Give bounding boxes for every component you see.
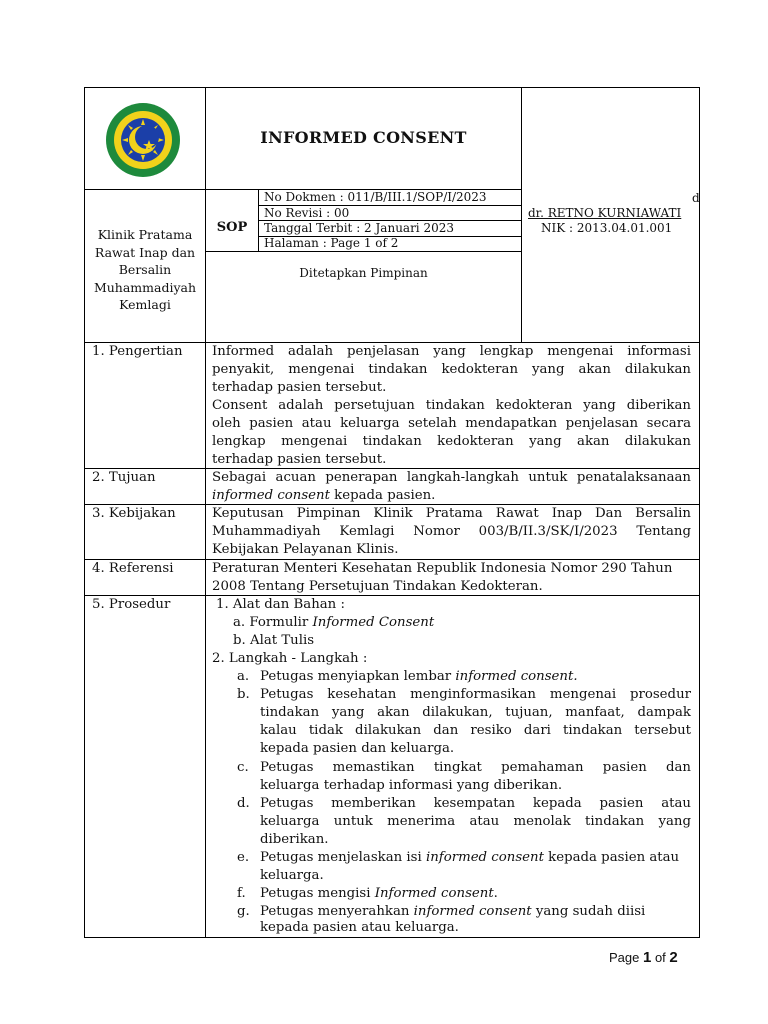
kebijakan-text (212, 505, 691, 559)
italic-term: Informed Consent (312, 615, 435, 630)
text-fragment: a. Formulir (233, 615, 313, 630)
text-line: penyakit, mengenai tindakan kedokteran yang akan dilakukan (212, 362, 691, 377)
text-line: keluarga terhadap informasi yang diberikan. (260, 778, 563, 793)
alat-bahan-title: 1. Alat dan Bahan : (216, 597, 345, 612)
table-border-left (84, 87, 85, 938)
page-info: Halaman : Page 1 of 2 (264, 236, 399, 250)
section-label-prosedur: 5. Prosedur (92, 597, 171, 612)
text-line: terhadap pasien tersebut. (212, 380, 387, 395)
text-line: Consent adalah persetujuan tindakan kedokteran yang diberikan (212, 398, 691, 413)
step-marker: f. (237, 886, 246, 901)
text-fragment: Petugas menjelaskan isi (260, 850, 426, 865)
doc-number: No Dokmen : 011/B/III.1/SOP/I/2023 (264, 190, 487, 204)
muhammadiyah-logo-icon (105, 102, 181, 178)
text-fragment: kepada pasien. (329, 488, 436, 503)
document-title: INFORMED CONSENT (260, 128, 467, 147)
text-line: 2008 Tentang Persetujuan Tindakan Kedokteran. (212, 579, 543, 594)
step-marker: c. (237, 760, 249, 775)
section-label-pengertian: 1. Pengertian (92, 344, 183, 359)
italic-term: informed consent (413, 904, 532, 919)
pengertian-text (212, 343, 691, 469)
text-line: Informed adalah penjelasan yang lengkap mengenai informasi (212, 344, 691, 359)
text-line: kalau tidak dilakukan dan resiko dari tindakan tersebut (260, 723, 691, 738)
clinic-name-line: Klinik Pratama (97, 227, 193, 242)
text-line: Keputusan Pimpinan Klinik Pratama Rawat Inap Dan Bersalin (212, 506, 691, 521)
text-fragment: Petugas mengisi (260, 886, 375, 901)
current-page-number: 1 (642, 949, 652, 966)
text-line: Kebijakan Pelayanan Klinis. (212, 542, 399, 557)
signer-name: dr. RETNO KURNIAWATI (528, 206, 682, 220)
page-word: Page (609, 950, 643, 965)
text-line: terhadap pasien tersebut. (212, 452, 387, 467)
italic-term: informed consent (425, 850, 544, 865)
revision-number: No Revisi : 00 (264, 206, 350, 220)
section-label-tujuan: 2. Tujuan (92, 470, 156, 485)
table-border-bottom (84, 937, 700, 938)
text-fragment: Petugas menyiapkan lembar (260, 669, 456, 684)
signer-nik: NIK : 2013.04.01.001 (541, 221, 673, 235)
step-marker: d. (237, 796, 250, 811)
page-footer (609, 949, 678, 967)
signature-mark: d (692, 191, 700, 205)
clinic-name (86, 226, 204, 314)
text-line: lengkap mengenai tindakan kedokteran yang akan dilakukan (212, 434, 691, 449)
table-border-top (84, 87, 700, 88)
section-label-referensi: 4. Referensi (92, 561, 174, 576)
text-fragment: Petugas menyerahkan (260, 904, 414, 919)
text-line: Petugas memberikan kesempatan kepada pasien atau (260, 796, 691, 811)
referensi-text (212, 560, 691, 596)
section-label-kebijakan: 3. Kebijakan (92, 506, 176, 521)
step-e-text (260, 849, 679, 867)
step-f-text (260, 885, 498, 903)
divider-h-sop-bottom (205, 251, 522, 252)
text-line: Petugas memastikan tingkat pemahaman pasien dan (260, 760, 691, 775)
step-marker: e. (237, 850, 250, 865)
clinic-name-line: Rawat Inap dan (94, 244, 196, 260)
divider-v-left (205, 87, 206, 938)
text-line: Sebagai acuan penerapan langkah-langkah untuk penatalaksanaan (212, 470, 691, 485)
text-line: diberikan. (260, 832, 329, 847)
text-line: Muhammadiyah Kemlagi Nomor 003/B/II.3/SK/I/2023 Tentang (212, 524, 691, 539)
step-b-text (260, 686, 691, 758)
clinic-name-line: Muhammadiyah (93, 279, 197, 295)
clinic-logo (105, 102, 181, 178)
text-line: Petugas kesehatan menginformasikan mengenai prosedur (260, 687, 691, 702)
clinic-name-line: Kemlagi (119, 297, 171, 312)
text-fragment: . (493, 886, 498, 901)
alat-item-b: b. Alat Tulis (233, 633, 315, 648)
step-a-text (260, 668, 578, 686)
italic-term: informed consent. (455, 669, 578, 684)
text-fragment: yang sudah diisi (531, 904, 646, 919)
table-border-right (699, 87, 700, 938)
text-fragment: kepada pasien atau (543, 850, 680, 865)
text-line (212, 487, 691, 505)
sop-label: SOP (216, 220, 248, 235)
text-line: tindakan yang akan dilakukan, tujuan, manfaat, dampak (260, 705, 691, 720)
of-word: of (651, 950, 670, 965)
total-pages-number: 2 (669, 949, 678, 966)
step-g-text-line2: kepada pasien atau keluarga. (260, 920, 459, 935)
text-line: kepada pasien dan keluarga. (260, 741, 455, 756)
text-line: oleh pasien atau keluarga setelah mendapatkan penjelasan secara (212, 416, 691, 431)
clinic-name-line: Bersalin (118, 262, 172, 277)
step-c-text (260, 759, 691, 795)
langkah-title: 2. Langkah - Langkah : (212, 651, 368, 666)
step-d-text (260, 795, 691, 849)
alat-item-a (233, 614, 434, 632)
step-marker: g. (237, 904, 250, 919)
step-marker: b. (237, 687, 250, 702)
divider-v-right-header (521, 87, 522, 343)
step-e-text-line2: keluarga. (260, 868, 324, 883)
issue-date: Tanggal Terbit : 2 Januari 2023 (264, 221, 455, 235)
established-by: Ditetapkan Pimpinan (299, 266, 428, 280)
tujuan-text (212, 469, 691, 505)
step-marker: a. (237, 669, 250, 684)
text-line: keluarga untuk menerima atau menolak tindakan yang (260, 814, 691, 829)
italic-term: informed consent (212, 488, 330, 503)
text-line: Peraturan Menteri Kesehatan Republik Indonesia Nomor 290 Tahun (212, 561, 673, 576)
italic-term: Informed consent (374, 886, 494, 901)
